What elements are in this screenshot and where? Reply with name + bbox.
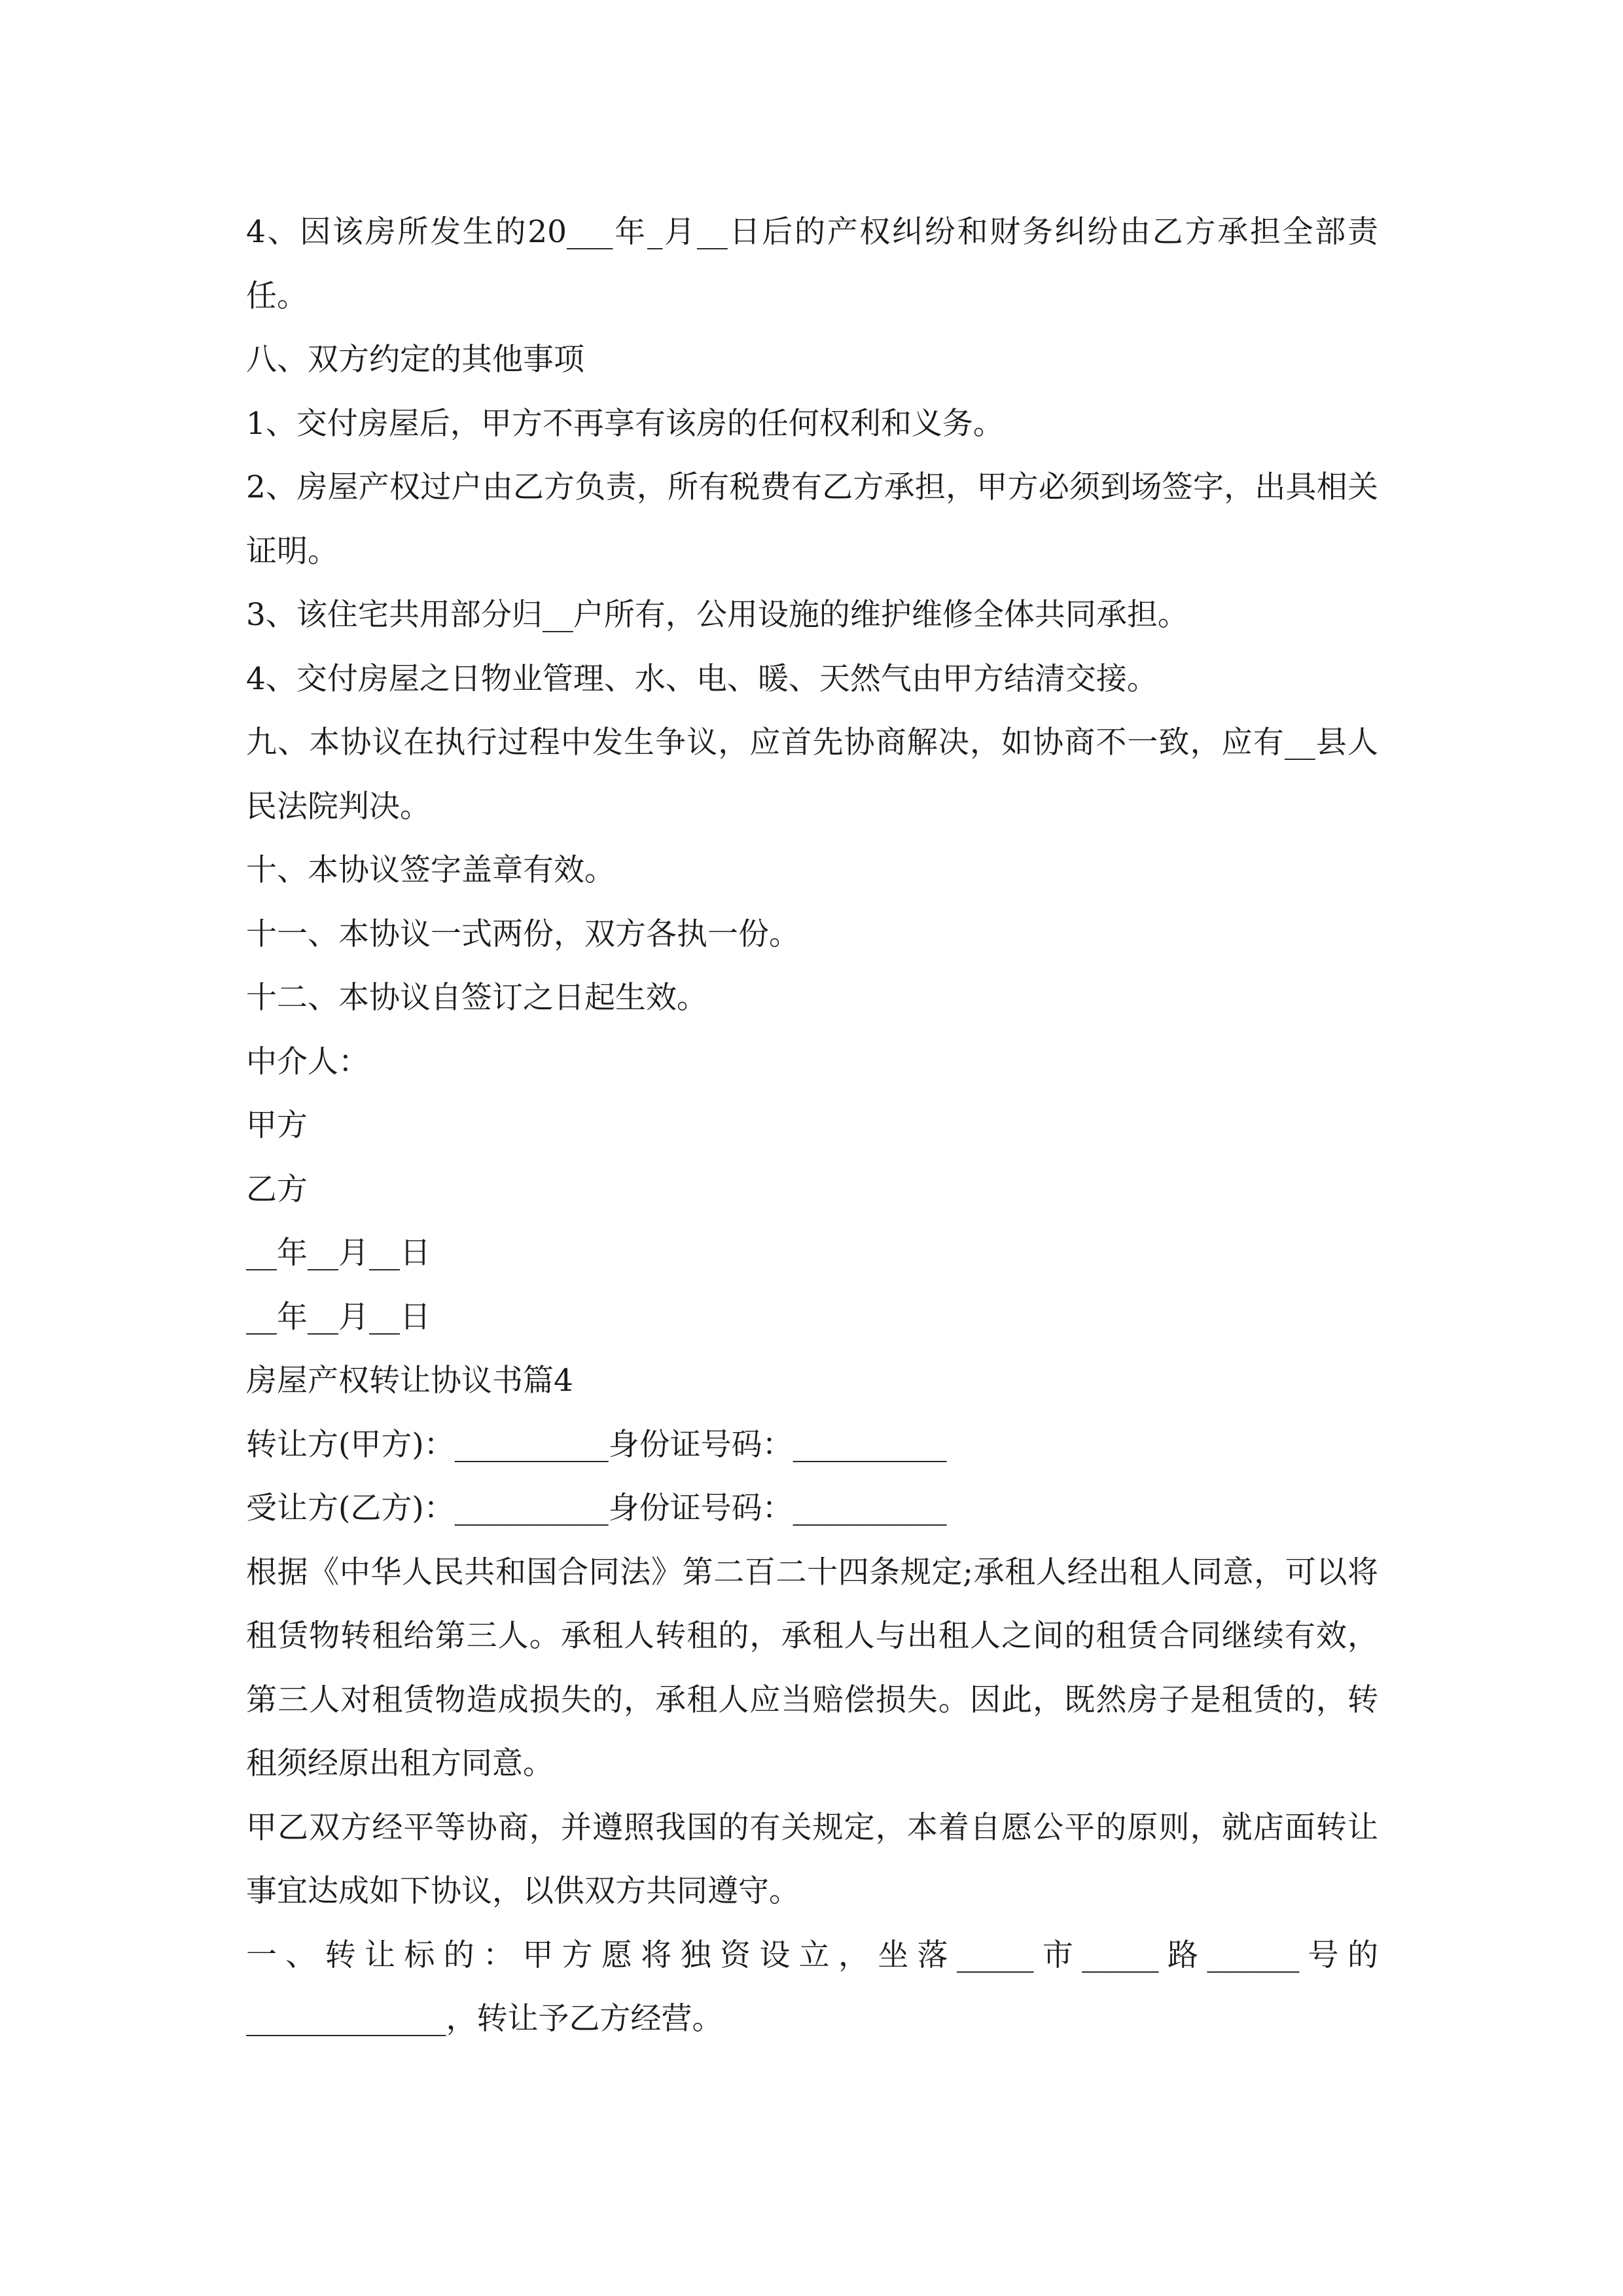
section-12: 十二、本协议自签订之日起生效。: [246, 980, 707, 1016]
clause-8-1: 1、交付房屋后，甲方不再享有该房的任何权利和义务。: [246, 405, 1004, 442]
negotiation-paragraph: 甲乙双方经平等协商，并遵照我国的有关规定，本着自愿公平的原则，就店面转让事宜达成如下协议，以供双方共同遵守。: [246, 1809, 1378, 1909]
agreement-4-title: 房屋产权转让协议书篇4: [246, 1363, 573, 1399]
section-8-heading: 八、双方约定的其他事项: [246, 342, 584, 378]
date-line-1: __年__月__日: [246, 1235, 431, 1271]
transfer-subject-continuation: _____________，转让予乙方经营。: [246, 2001, 723, 2037]
section-9: 九、本协议在执行过程中发生争议，应首先协商解决，如协商不一致，应有__县人民法院判决。: [246, 725, 1378, 825]
party-a-signature: 甲方: [246, 1107, 308, 1143]
section-10: 十、本协议签字盖章有效。: [246, 852, 615, 888]
date-line-2: __年__月__日: [246, 1299, 431, 1335]
clause-8-4: 4、交付房屋之日物业管理、水、电、暖、天然气由甲方结清交接。: [246, 660, 1158, 697]
transferee-line: 受让方(乙方)：__________身份证号码：__________: [246, 1490, 947, 1526]
transfer-subject-clause: 一、转让标的：甲方愿将独资设立，坐落_____市_____路______号的: [246, 1937, 1378, 1973]
clause-8-2: 2、房屋产权过户由乙方负责，所有税费有乙方承担，甲方必须到场签字，出具相关证明。: [246, 469, 1378, 569]
document-body: [246, 200, 1378, 2051]
section-11: 十一、本协议一式两份，双方各执一份。: [246, 916, 800, 952]
clause-7-4: 4、因该房所发生的20___年_月__日后的产权纠纷和财务纠纷由乙方承担全部责任。: [246, 214, 1378, 314]
clause-8-3: 3、该住宅共用部分归__户所有，公用设施的维护维修全体共同承担。: [246, 597, 1188, 633]
transferor-line: 转让方(甲方)：__________身份证号码：__________: [246, 1426, 947, 1463]
intermediary-signature: 中介人：: [246, 1043, 369, 1080]
legal-basis-paragraph: 根据《中华人民共和国合同法》第二百二十四条规定;承租人经出租人同意，可以将租赁物转租给第三人。承租人转租的，承租人与出租人之间的租赁合同继续有效，第三人对租赁物造成损失的，承租人应当赔偿损失。因此，既然房子是租赁的，转租须经原出租方同意。: [246, 1554, 1378, 1782]
party-b-signature: 乙方: [246, 1171, 308, 1208]
